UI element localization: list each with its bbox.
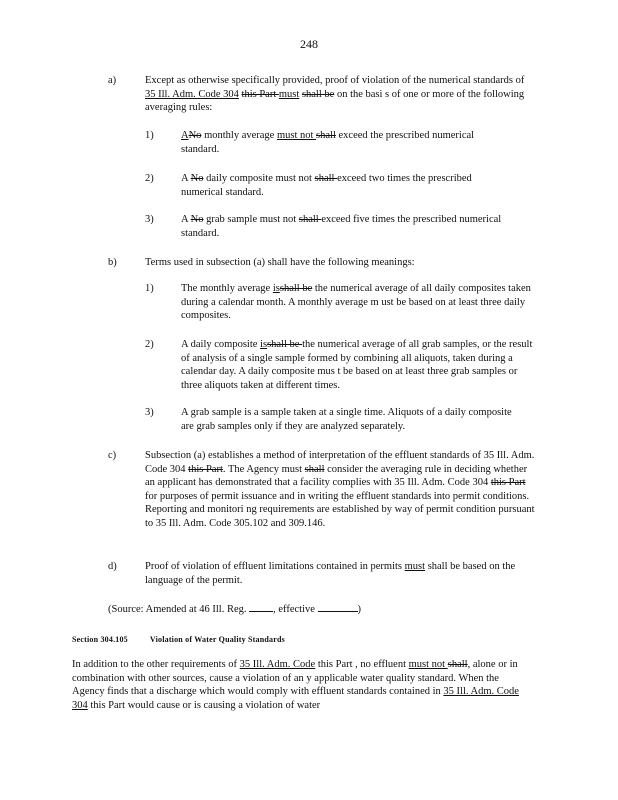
- struck-text: shall: [304, 463, 325, 475]
- text-run: A grab sample is a sample taken at a single time. Aliquots of a daily composite are grab samples only if they are analyzed separately.: [181, 407, 512, 432]
- text-run: this Part , no effluent: [315, 659, 409, 670]
- struck-text: shall be: [279, 283, 313, 294]
- subsection-a-label: a): [108, 75, 117, 86]
- subsection-b-text: [145, 256, 535, 270]
- text-run: , alone or in combination with other sources, cause a violation of an y applicable water quality standard. When the Agency finds that a discharge which would comply with effluent standards contained in: [72, 659, 518, 698]
- text-run: The monthly average: [181, 283, 273, 294]
- subsection-c-label: c): [108, 450, 117, 461]
- item-a2-text: [181, 172, 511, 199]
- text-run: shall be based on the language of the permit.: [145, 561, 516, 586]
- struck-text: No: [190, 214, 204, 225]
- text-run: Terms used in subsection (a) shall have the following meanings:: [145, 257, 415, 268]
- struck-text: this Part: [490, 477, 526, 489]
- struck-text: shall: [298, 214, 322, 225]
- inserted-text: must not: [408, 659, 448, 670]
- struck-text: shall be: [301, 88, 335, 100]
- inserted-text: A: [181, 130, 189, 141]
- text-run: Except as otherwise specifically provided, proof of violation of the numerical standards of: [145, 75, 525, 86]
- text-run: exceed five times the prescribed numerical standard.: [181, 214, 502, 239]
- inserted-text: is: [272, 283, 280, 294]
- subsection-d-text: [145, 560, 535, 587]
- inserted-text: is: [260, 339, 268, 350]
- item-b1-text: [181, 282, 531, 323]
- item-a1-label: 1): [145, 130, 154, 141]
- text-run: A: [181, 214, 191, 225]
- source-blank-1: [249, 602, 273, 612]
- text-run: A: [181, 173, 191, 184]
- item-a1-text: [181, 129, 511, 156]
- item-b2-label: 2): [145, 339, 154, 350]
- text-run: daily composite must not: [203, 173, 315, 184]
- inserted-text: 35 Ill. Adm. Code 304: [72, 686, 519, 711]
- text-run: this Part would cause or is causing a violation of water: [87, 699, 321, 711]
- text-run: . The Agency must: [222, 463, 305, 475]
- source-note: [108, 602, 468, 617]
- struck-text: No: [188, 130, 202, 141]
- struck-text: this Part: [188, 463, 223, 475]
- subsection-a-text: [145, 74, 535, 115]
- inserted-text: 35 Ill. Adm. Code: [239, 659, 316, 670]
- item-b3-text: [181, 406, 516, 433]
- item-b1-label: 1): [145, 283, 154, 294]
- source-suffix: ): [357, 604, 362, 615]
- text-run: for purposes of permit issuance and in writing the effluent standards into permit conditions. Reporting and monitori ng requirements are established by way of permit condition pursuant to 35 Ill. Adm. Code 305.102 and 309.146.: [145, 490, 535, 529]
- subsection-b-label: b): [108, 257, 117, 268]
- source-middle: , effective: [273, 604, 318, 615]
- subsection-d-label: d): [108, 561, 117, 572]
- item-b3-label: 3): [145, 407, 154, 418]
- text-run: exceed two times the prescribed numerical standard.: [181, 173, 472, 198]
- text-run: Subsection (a) establishes a method of interpretation of the effluent standards of 35 Ill. Adm. Code 304: [145, 450, 535, 475]
- section-heading: [72, 633, 472, 647]
- text-run: consider the averaging rule in deciding whether an applicant has demonstrated that a facility complies with 35 Ill. Adm. Code 304: [145, 463, 528, 489]
- text-run: A daily composite: [181, 339, 261, 350]
- item-b2-text: [181, 338, 536, 392]
- inserted-text: must: [404, 561, 426, 572]
- struck-text: shall: [447, 659, 468, 670]
- source-blank-2: [318, 602, 358, 612]
- section-number: Section 304.105: [72, 635, 128, 644]
- subsection-c-text: [145, 449, 535, 531]
- section-title: Violation of Water Quality Standards: [149, 635, 285, 644]
- item-a3-text: [181, 213, 511, 240]
- text-run: grab sample must not: [203, 214, 299, 225]
- struck-text: shall be: [267, 339, 303, 350]
- inserted-text: must: [278, 88, 300, 100]
- text-run: the numerical average of all daily composites taken during a calendar month. A monthly average m ust be based on at least three daily composites.: [181, 283, 531, 322]
- inserted-text: must not: [276, 130, 317, 141]
- section-paragraph: [72, 658, 532, 712]
- text-run: on the basi s of one or more of the following averaging rules:: [145, 88, 525, 114]
- text-run: monthly average: [201, 130, 277, 141]
- text-run: exceed the prescribed numerical standard.: [181, 130, 475, 155]
- source-prefix: (Source: Amended at 46 Ill. Reg.: [108, 604, 250, 615]
- item-a2-label: 2): [145, 173, 154, 184]
- item-a3-label: 3): [145, 214, 154, 225]
- text-run: the numerical average of all grab samples, or the result of analysis of a single sample formed by combining all aliquots, taken during a calendar day. A daily composite mus t be based on at least three grab samples or three aliquots taken at different times.: [181, 339, 533, 391]
- text-run: In addition to the other requirements of: [72, 659, 240, 670]
- text-run: Proof of violation of effluent limitations contained in permits: [145, 561, 405, 572]
- struck-text: shall: [316, 130, 336, 141]
- page-number: 248: [300, 37, 318, 51]
- inserted-text: 35 Ill. Adm. Code 304: [145, 88, 239, 100]
- struck-text: this Part: [241, 88, 279, 100]
- struck-text: shall: [314, 173, 338, 184]
- struck-text: No: [190, 173, 204, 184]
